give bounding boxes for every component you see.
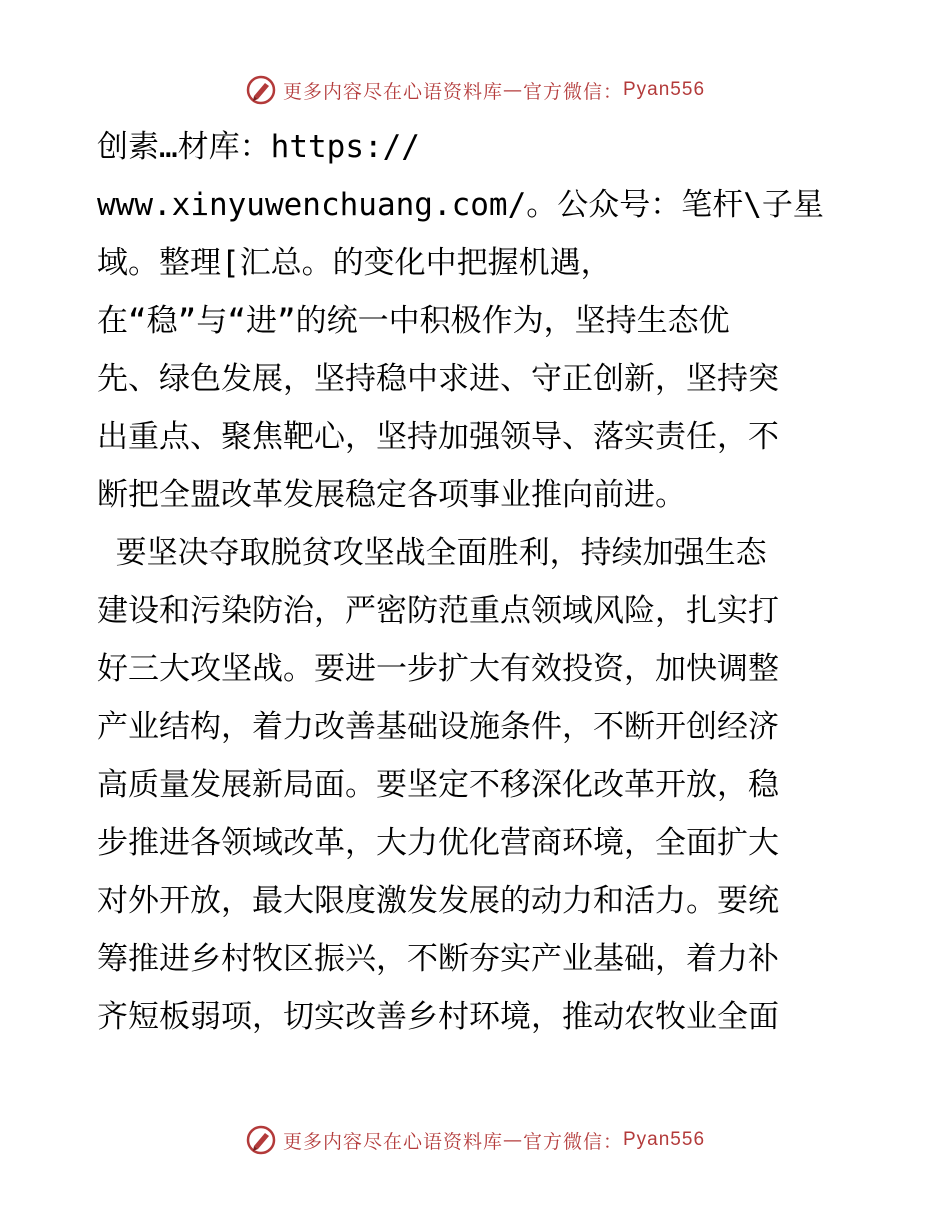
text-line: 齐短板弱项，切实改善乡村环境，推动农牧业全面: [97, 999, 779, 1035]
pen-logo-icon: [245, 74, 277, 106]
text-line: 对外开放，最大限度激发发展的动力和活力。要统: [97, 883, 779, 919]
text-line: 筹推进乡村牧区振兴，不断夯实产业基础，着力补: [97, 941, 779, 977]
header-banner-id: Pyan556: [623, 79, 706, 100]
footer-banner-id: Pyan556: [623, 1129, 706, 1150]
header-banner-sep: —: [502, 79, 523, 101]
pen-logo-icon: [245, 1124, 277, 1156]
text-line: 好三大攻坚战。要进一步扩大有效投资，加快调整: [97, 651, 779, 687]
footer-banner: [0, 1120, 950, 1160]
footer-banner-main: 更多内容尽在心语资料库: [282, 1130, 503, 1153]
header-banner: [0, 70, 950, 110]
footer-banner-tail: 官方微信：: [522, 1130, 623, 1153]
header-banner-main: 更多内容尽在心语资料库: [282, 80, 503, 103]
text-line: 建设和污染防治，严密防范重点领域风险，扎实打: [97, 593, 779, 629]
text-line: 断把全盟改革发展稳定各项事业推向前进。: [97, 477, 686, 513]
text-line: www.xinyuwenchuang.com/。公众号：笔杆\子星: [97, 187, 824, 223]
footer-banner-sep: —: [502, 1129, 523, 1151]
text-line: 出重点、聚焦靶心，坚持加强领导、落实责任，不: [97, 419, 779, 455]
header-banner-tail: 官方微信：: [522, 80, 623, 103]
text-line: 先、绿色发展，坚持稳中求进、守正创新，坚持突: [97, 361, 779, 397]
body-text: [97, 118, 867, 1046]
text-line: 步推进各领域改革，大力优化营商环境，全面扩大: [97, 825, 779, 861]
text-line: 创素…材库：https://: [97, 129, 420, 165]
text-line: 在“稳”与“进”的统一中积极作为，坚持生态优: [97, 303, 730, 339]
text-line: 产业结构，着力改善基础设施条件，不断开创经济: [97, 709, 779, 745]
text-line: 要坚决夺取脱贫攻坚战全面胜利，持续加强生态: [97, 535, 767, 571]
text-line: 高质量发展新局面。要坚定不移深化改革开放，稳: [97, 767, 779, 803]
text-line: 域。整理[汇总。的变化中把握机遇，: [97, 245, 612, 281]
